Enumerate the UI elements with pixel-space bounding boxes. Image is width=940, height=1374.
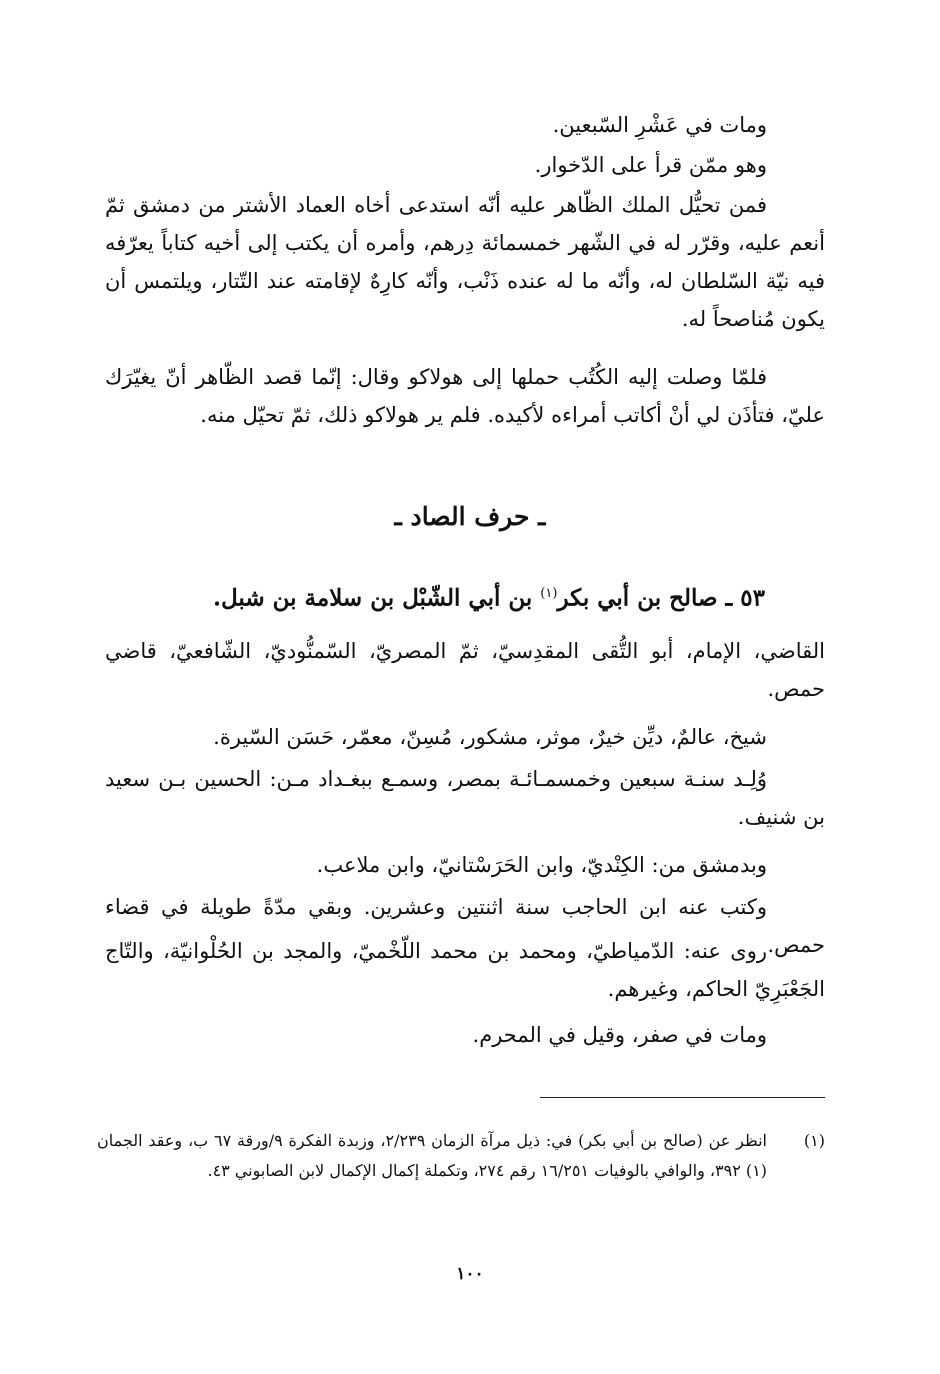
footnote-text: انظر عن (صالح بن أبي بكر) في: ذيل مرآة الزمان ٢/٢٣٩، وزبدة الفكرة ٩/ورقة ٦٧ ب، وعقد الجمان (١) ٣٩٢، والوافي بالوفيات ١٦/٢٥١ رقم ٢٧٤، وتكملة إكمال الإكمال لابن الصابوني ٤٣. bbox=[97, 1131, 768, 1180]
paragraph-stratagem: فمن تحيُّل الملك الظّاهر عليه أنّه استدعى أخاه العماد الأشتر من دمشق ثمّ أنعم عليه، وقرّر له في الشّهر خمسمائة دِرهم، وأمره أن يكتب إلى أخيه كتاباً يعرّفه فيه نيّة السّلطان له، وأنّه ما له عنده ذَنْب، وأنّه كارِهٌ لإقامته عند التّتار، ويلتمس أن يكون مُناصحاً له. bbox=[105, 193, 825, 331]
entry-description: شيخ، عالمٌ، ديِّن خيرٌ، موثر، مشكور، مُسِنّ، معمّر، حَسَن السّيرة. bbox=[213, 725, 767, 749]
entry-title-name: ٥٣ ـ صالح بن أبي بكر bbox=[557, 584, 765, 612]
entry-birth: وُلِـد سنـة سبعين وخمسمـائـة بمصر، وسمـع ببغـداد مـن: الحسين بـن سعيد بن شنيف. bbox=[105, 767, 825, 829]
entry-death: ومات في صفر، وقيل في المحرم. bbox=[472, 1023, 767, 1047]
entry-students: روى عنه: الدّمياطيّ، ومحمد بن محمد اللّخْميّ، والمجد بن الحُلْوانيّة، والتّاج الجَعْبَرِيّ الحاكم، وغيرهم. bbox=[105, 939, 825, 1001]
paragraph-hulagu: فلمّا وصلت إليه الكُتُب حملها إلى هولاكو وقال: إنّما قصد الظّاهر أنّ يغيّرَك عليّ، فتأذَن لي أنْ أكاتب أمراءه لأكيده. فلم ير هولاكو ذلك، ثمّ تحيّل منه. bbox=[105, 365, 825, 427]
section-heading: ـ حرف الصاد ـ bbox=[394, 502, 546, 531]
entry-titles-paragraph: القاضي، الإمام، أبو التُّقى المقدِسيّ، ثمّ المصريّ، السّمنُّوديّ، الشّافعيّ، قاضي حمص. bbox=[105, 639, 825, 701]
entry-title bbox=[213, 574, 765, 619]
footnote-separator bbox=[540, 1097, 825, 1098]
entry-title-lineage: بن أبي الشّبْل بن سلامة بن شبل. bbox=[212, 584, 541, 612]
paragraph-death: ومات في عَشْرِ السّبعين. bbox=[552, 113, 767, 137]
paragraph-teacher: وهو ممّن قرأ على الدّخوار. bbox=[534, 153, 767, 177]
footnote bbox=[97, 1126, 825, 1186]
footnote-reference: (١) bbox=[540, 586, 558, 601]
page-number: ١٠٠ bbox=[456, 1264, 484, 1284]
entry-damascus-teachers: وبدمشق من: الكِنْديّ، وابن الحَرَسْتانيّ، وابن ملاعب. bbox=[316, 853, 767, 877]
entry-writing: وكتب عنه ابن الحاجب سنة اثنتين وعشرين. وبقي مدّةً طويلة في قضاء حمص. bbox=[105, 895, 825, 957]
footnote-number: (١) bbox=[803, 1131, 825, 1150]
